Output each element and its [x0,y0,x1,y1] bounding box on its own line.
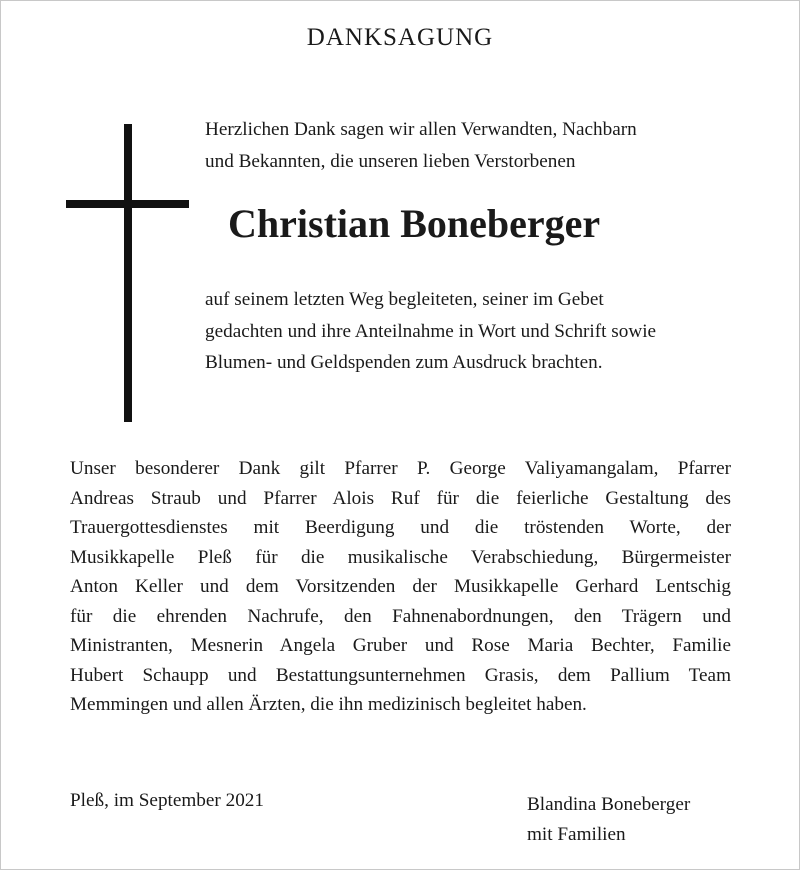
signature-line: Blandina Boneberger [527,794,691,815]
outro-line: gedachten und ihre Anteilnahme in Wort und Schrift sowie [205,320,657,342]
intro-line: Herzlichen Dank sagen wir allen Verwandten, Nachbarn [205,119,637,140]
thanks-line: Anton Keller und dem Vorsitzenden der Musikkapelle Gerhard Lentschig [70,576,731,597]
thanks-line: Memmingen und allen Ärzten, die ihn medizinisch begleitet haben. [70,694,587,715]
cross-horizontal-bar [66,200,189,208]
outro-line: auf seinem letzten Weg begleiteten, seiner im Gebet [205,289,604,310]
outro-paragraph [205,284,705,379]
thanks-line: Ministranten, Mesnerin Angela Gruber und Rose Maria Bechter, Familie [70,635,731,656]
deceased-name: Christian Boneberger [228,201,601,246]
notice-heading: DANKSAGUNG [306,24,494,51]
thanks-line: Unser besonderer Dank gilt Pfarrer P. George Valiyamangalam, Pfarrer [70,458,731,479]
thanks-line: Andreas Straub und Pfarrer Alois Ruf für die feierliche Gestaltung des [70,487,731,509]
signature-line: mit Familien [527,824,626,845]
intro-line: und Bekannten, die unseren lieben Verstorbenen [205,150,576,172]
signature-block [527,790,690,850]
place-date: Pleß, im September 2021 [70,790,264,811]
cross-vertical-bar [124,124,132,422]
thanks-line: Hubert Schaupp und Bestattungsunternehmen Grasis, dem Pallium Team [70,664,731,686]
intro-paragraph [205,114,705,177]
thanks-line: Musikkapelle Pleß für die musikalische Verabschiedung, Bürgermeister [70,546,731,568]
thanks-line: Trauergottesdienstes mit Beerdigung und die tröstenden Worte, der [70,517,731,538]
outro-line: Blumen- und Geldspenden zum Ausdruck brachten. [205,352,603,373]
thanks-line: für die ehrenden Nachrufe, den Fahnenabordnungen, den Trägern und [70,605,731,627]
thanks-paragraph [70,454,731,720]
